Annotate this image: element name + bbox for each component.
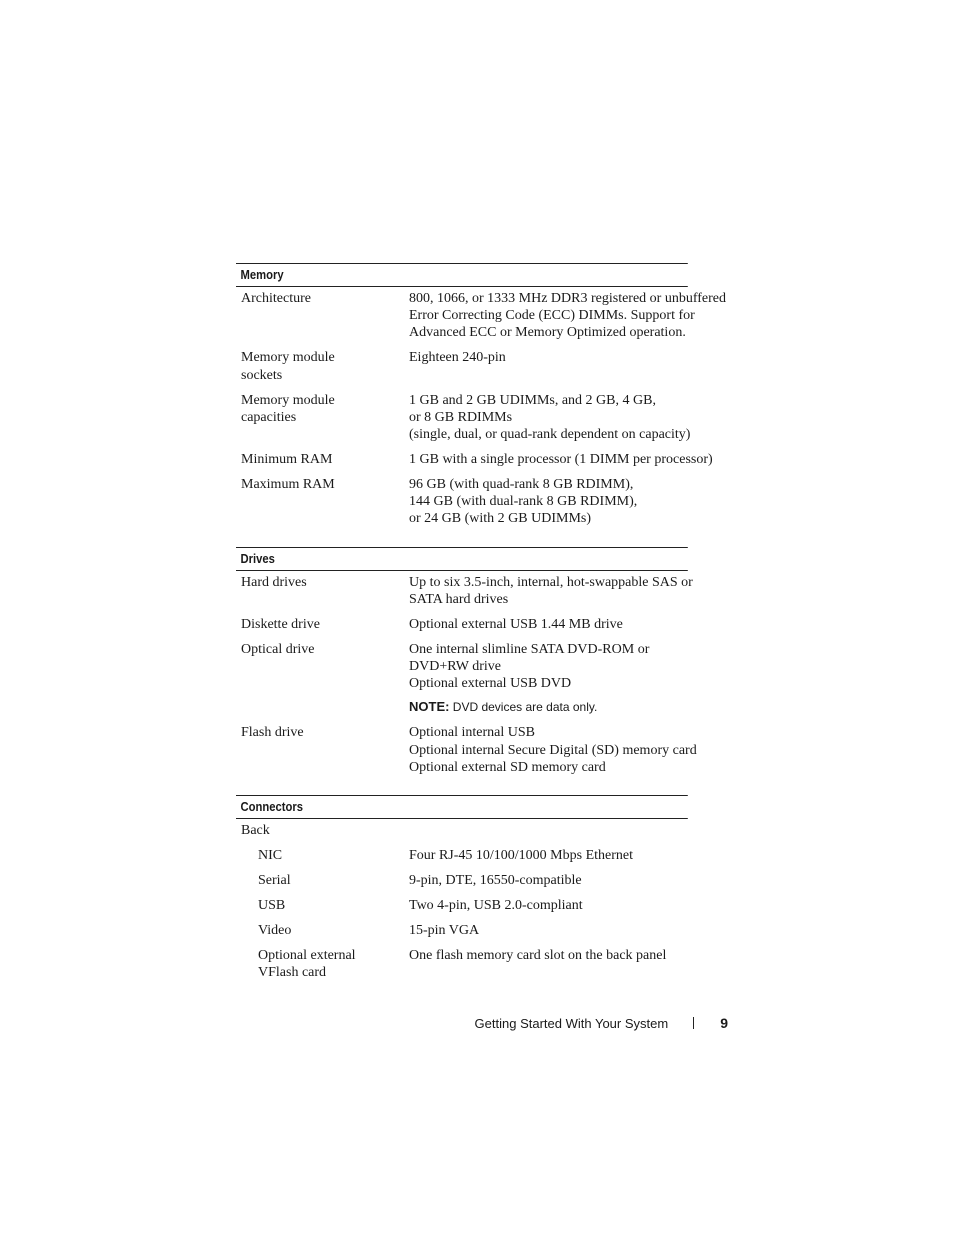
- section-rows: [236, 819, 738, 981]
- spec-row: [236, 574, 738, 608]
- spec-label: [236, 897, 409, 914]
- page-number: 9: [720, 1015, 728, 1031]
- spec-label: [236, 290, 409, 342]
- note-label: NOTE:: [409, 699, 450, 715]
- value-line: Advanced ECC or Memory Optimized operation.: [409, 325, 686, 341]
- spec-row: [236, 724, 738, 776]
- value-line: Optional external SD memory card: [409, 759, 606, 775]
- label-line: VFlash card: [258, 965, 327, 981]
- footer-separator: [693, 1017, 694, 1029]
- spec-label: [236, 872, 409, 889]
- value-line: 800, 1066, or 1333 MHz DDR3 registered or unbuffered: [409, 291, 727, 306]
- spec-value: [409, 451, 738, 468]
- value-line: 1 GB with a single processor (1 DIMM per processor): [409, 452, 713, 468]
- label-line: Maximum RAM: [241, 477, 335, 493]
- value-line: DVD+RW drive: [409, 659, 502, 675]
- spec-row: [236, 451, 738, 468]
- spec-row: [236, 872, 738, 889]
- spec-row: [236, 897, 738, 914]
- value-line: One flash memory card slot on the back panel: [409, 948, 667, 964]
- spec-label: [236, 349, 409, 383]
- page-footer: [475, 1015, 728, 1031]
- spec-value: [409, 290, 738, 342]
- label-line: USB: [258, 898, 286, 914]
- value-line: 15-pin VGA: [409, 923, 480, 939]
- spec-row: [236, 847, 738, 864]
- spec-value: [409, 847, 738, 864]
- spec-label: [236, 641, 409, 717]
- value-line: 96 GB (with quad-rank 8 GB RDIMM),: [409, 477, 634, 493]
- section-rows: [236, 571, 738, 776]
- label-line: Memory module: [241, 392, 335, 408]
- spec-value: [409, 897, 738, 914]
- value-line: 9-pin, DTE, 16550-compatible: [409, 873, 582, 889]
- spec-label: [236, 574, 409, 608]
- spec-row: [236, 822, 738, 839]
- spec-label: [236, 724, 409, 776]
- spec-value: [409, 872, 738, 889]
- spec-value: [409, 822, 738, 839]
- section-memory: [236, 263, 738, 528]
- value-line: Optional internal Secure Digital (SD) memory card: [409, 742, 697, 758]
- section-heading: Connectors: [236, 795, 688, 819]
- spec-value: [409, 724, 738, 776]
- section-heading: Memory: [236, 263, 688, 287]
- label-line: Memory module: [241, 350, 335, 366]
- spec-label: [236, 847, 409, 864]
- spec-row: [236, 392, 738, 444]
- spec-label: [236, 947, 409, 981]
- spec-value: [409, 392, 738, 444]
- note-text: DVD devices are data only.: [449, 700, 598, 715]
- spec-value: [409, 947, 738, 981]
- spec-row: [236, 616, 738, 633]
- value-line: or 24 GB (with 2 GB UDIMMs): [409, 511, 591, 527]
- spec-row: [236, 922, 738, 939]
- label-line: Serial: [258, 873, 291, 889]
- value-line: Optional external USB 1.44 MB drive: [409, 616, 623, 632]
- spec-row: [236, 476, 738, 528]
- label-line: Video: [258, 923, 292, 939]
- spec-label: [236, 476, 409, 528]
- value-line: 1 GB and 2 GB UDIMMs, and 2 GB, 4 GB,: [409, 392, 656, 408]
- spec-label: [236, 822, 409, 839]
- spec-value: [409, 922, 738, 939]
- label-line: Architecture: [241, 291, 311, 306]
- footer-title: Getting Started With Your System: [474, 1015, 669, 1031]
- spec-value: [409, 641, 738, 717]
- label-line: Hard drives: [241, 574, 307, 590]
- section-heading: Drives: [236, 547, 688, 571]
- spec-label: [236, 616, 409, 633]
- value-line: One internal slimline SATA DVD-ROM or: [409, 641, 650, 657]
- spec-table: [236, 263, 738, 1000]
- section-drives: [236, 547, 738, 776]
- spec-value: [409, 349, 738, 383]
- value-line: Two 4-pin, USB 2.0-compliant: [409, 898, 583, 914]
- value-line: or 8 GB RDIMMs: [409, 409, 513, 425]
- section-rows: [236, 287, 738, 528]
- spec-label: [236, 922, 409, 939]
- spec-value: [409, 616, 738, 633]
- spec-value: [409, 476, 738, 528]
- value-line: 144 GB (with dual-rank 8 GB RDIMM),: [409, 494, 638, 510]
- label-line: Minimum RAM: [241, 452, 333, 468]
- section-connectors: [236, 795, 738, 981]
- spec-row: [236, 290, 738, 342]
- spec-label: [236, 392, 409, 444]
- label-line: Optional external: [258, 948, 356, 964]
- label-line: Back: [241, 823, 270, 839]
- value-line: Optional external USB DVD: [409, 676, 572, 692]
- spec-row: [236, 641, 738, 717]
- label-line: NIC: [258, 848, 283, 864]
- value-line: Up to six 3.5-inch, internal, hot-swappable SAS or: [409, 574, 693, 590]
- value-line: Four RJ-45 10/100/1000 Mbps Ethernet: [409, 848, 633, 864]
- spec-row: [236, 349, 738, 383]
- value-line: Optional internal USB: [409, 725, 535, 741]
- spec-row: [236, 947, 738, 981]
- value-line: (single, dual, or quad-rank dependent on capacity): [409, 427, 691, 443]
- note: [409, 698, 738, 716]
- label-line: sockets: [241, 367, 283, 383]
- value-line: Error Correcting Code (ECC) DIMMs. Support for: [409, 308, 695, 324]
- spec-label: [236, 451, 409, 468]
- value-line: SATA hard drives: [409, 591, 509, 607]
- spec-value: [409, 574, 738, 608]
- label-line: Optical drive: [241, 641, 315, 657]
- label-line: capacities: [241, 409, 297, 425]
- label-line: Diskette drive: [241, 616, 320, 632]
- value-line: Eighteen 240-pin: [409, 350, 506, 366]
- label-line: Flash drive: [241, 725, 304, 741]
